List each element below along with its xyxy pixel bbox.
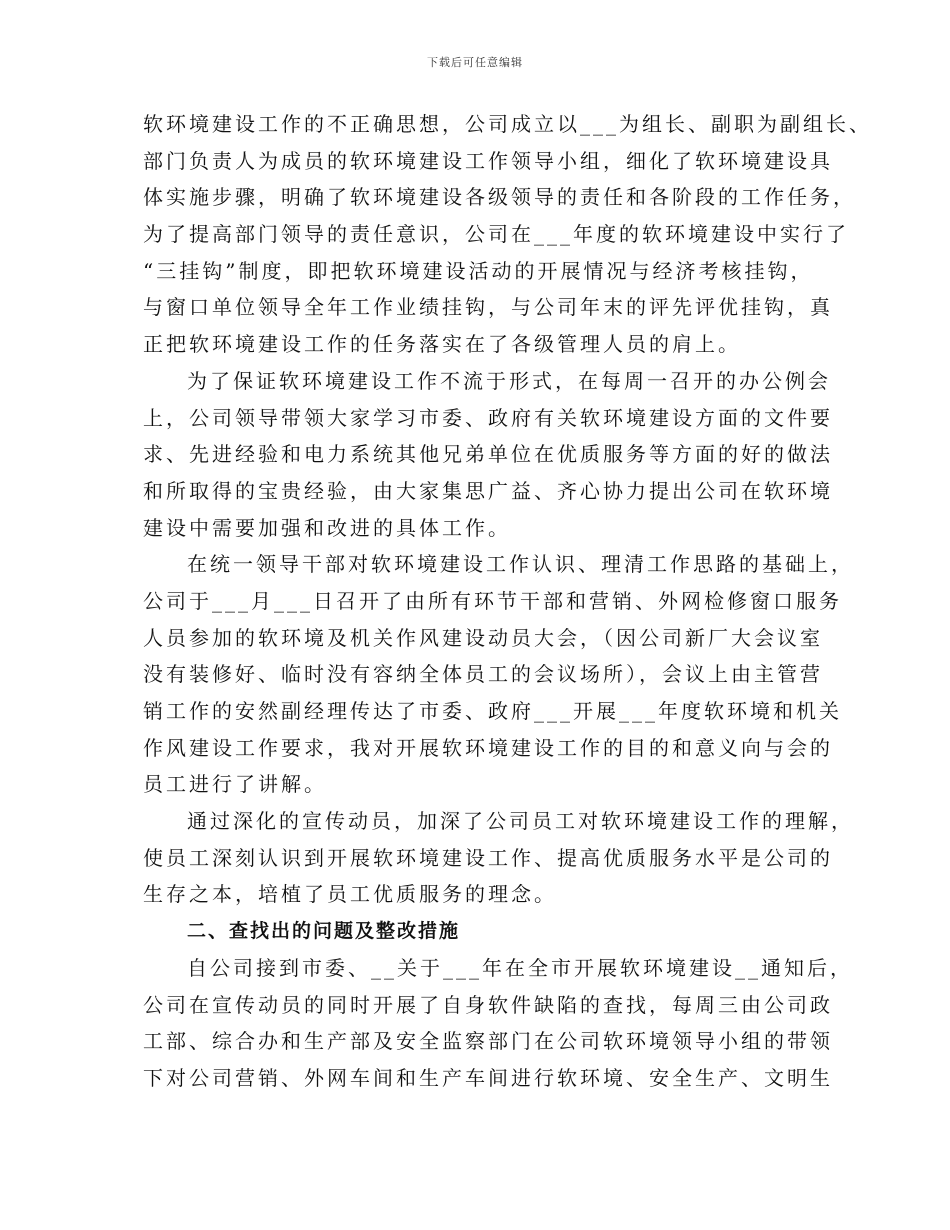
text-line: 生存之本，培植了员工优质服务的理念。 [143, 882, 557, 907]
text-line: 为了保证软环境建设工作不流于形式，在每周一召开的办公例会 [187, 368, 831, 393]
text-line: 公司在宣传动员的同时开展了自身软件缺陷的查找，每周三由公司政 [143, 992, 833, 1017]
document-body [143, 106, 872, 1097]
text-line: 销工作的安然副经理传达了市委、政府___开展___年度软环境和机关 [143, 699, 842, 723]
section-heading: 二、查找出的问题及整改措施 [187, 920, 461, 943]
text-line: 体实施步骤，明确了软环境建设各级领导的责任和各阶段的工作任务， [143, 185, 856, 210]
text-line: 与窗口单位领导全年工作业绩挂钩，与公司年末的评先评优挂钩，真 [143, 295, 833, 320]
text-line: 公司于___月___日召开了由所有环节干部和营销、外网检修窗口服务 [143, 588, 842, 613]
page-header: 下载后可任意编辑 [427, 56, 523, 69]
text-line: 软环境建设工作的不正确思想，公司成立以___为组长、副职为副组长、 [143, 112, 872, 136]
text-line: 下对公司营销、外网车间和生产车间进行软环境、安全生产、文明生 [143, 1065, 833, 1090]
text-line: 没有装修好、临时没有容纳全体员工的会议场所），会议上由主管营 [143, 662, 823, 687]
text-line: 人员参加的软环境及机关作风建设动员大会，（因公司新厂大会议室 [143, 625, 823, 650]
text-line: 员工进行了讲解。 [143, 772, 327, 797]
text-line: 自公司接到市委、__关于___年在全市开展软环境建设__通知后， [187, 955, 853, 980]
text-line: 使员工深刻认识到开展软环境建设工作、提高优质服务水平是公司的 [143, 845, 833, 870]
text-line: “三挂钩”制度，即把软环境建设活动的开展情况与经济考核挂钩， [143, 258, 814, 283]
text-line: 求、先进经验和电力系统其他兄弟单位在优质服务等方面的好的做法 [143, 442, 833, 467]
text-line: 为了提高部门领导的责任意识，公司在___年度的软环境建设中实行了 [143, 222, 849, 247]
text-line: 正把软环境建设工作的任务落实在了各级管理人员的肩上。 [143, 332, 741, 357]
text-line: 上，公司领导带领大家学习市委、政府有关软环境建设方面的文件要 [143, 405, 833, 430]
text-line: 和所取得的宝贵经验，由大家集思广益、齐心协力提出公司在软环境 [143, 478, 833, 503]
text-line: 作风建设工作要求，我对开展软环境建设工作的目的和意义向与会的 [143, 735, 833, 760]
text-line: 在统一领导干部对软环境建设工作认识、理清工作思路的基础上， [187, 552, 854, 577]
text-line: 工部、综合办和生产部及安全监察部门在公司软环境领导小组的带领 [143, 1029, 833, 1054]
text-line: 通过深化的宣传动员，加深了公司员工对软环境建设工作的理解， [187, 809, 854, 834]
text-line: 部门负责人为成员的软环境建设工作领导小组，细化了软环境建设具 [143, 148, 833, 173]
text-line: 建设中需要加强和改进的具体工作。 [143, 515, 511, 540]
